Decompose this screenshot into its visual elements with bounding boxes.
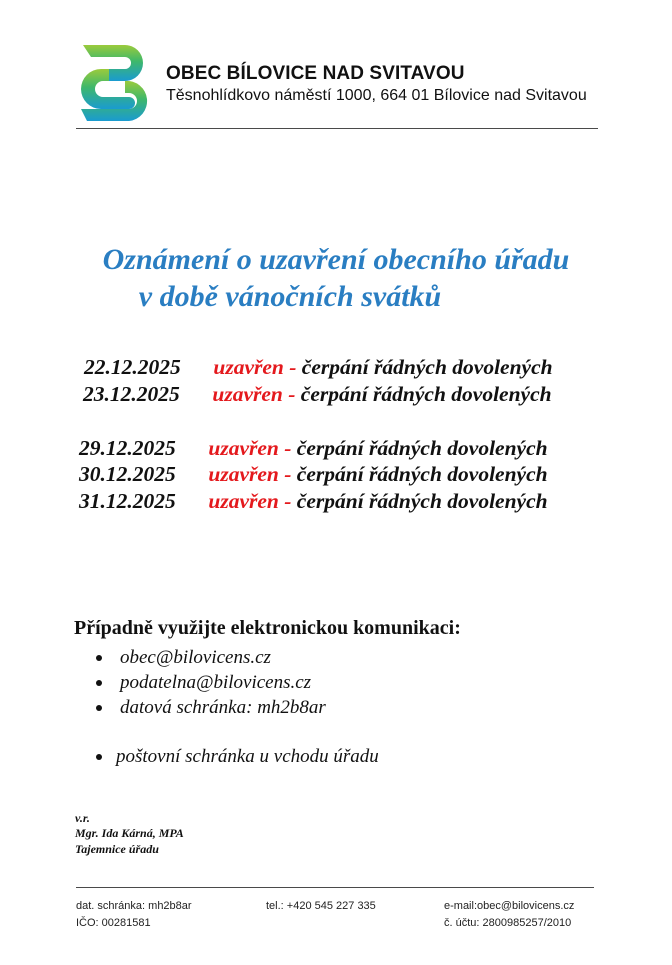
footer-divider <box>76 887 594 888</box>
closure-status: uzavřen <box>208 489 279 513</box>
contact-item-postbox <box>96 744 379 769</box>
contact-podatelna-link[interactable]: podatelna@bilovicens.cz <box>120 672 312 693</box>
organization-name: OBEC BÍLOVICE NAD SVITAVOU <box>166 63 465 84</box>
contact-databox-text: datová schránka: mh2b8ar <box>120 697 326 718</box>
notice-title-line2: v době vánočních svátků <box>138 280 442 313</box>
closure-status: uzavřen <box>212 382 283 406</box>
notice-title-line1: Oznámení o uzavření obecního úřadu <box>102 243 570 276</box>
closure-row <box>79 462 548 487</box>
signature-name: Mgr. Ida Kárná, MPA <box>75 826 184 840</box>
contact-item-email[interactable] <box>96 645 326 670</box>
closure-row <box>83 382 552 407</box>
closure-date: 29.12.2025 <box>79 436 176 460</box>
bullet-icon <box>96 705 102 711</box>
contact-email-link[interactable]: obec@bilovicens.cz <box>120 647 271 668</box>
header-divider <box>76 128 598 129</box>
closure-reason: čerpání řádných dovolených <box>300 382 552 406</box>
contact-item-databox <box>96 695 326 720</box>
bullet-icon <box>96 655 102 661</box>
closure-separator: - <box>288 382 296 406</box>
closure-separator: - <box>284 462 292 486</box>
organization-address: Těsnohlídkovo náměstí 1000, 664 01 Bílovice nad Svitavou <box>166 87 587 104</box>
closure-separator: - <box>289 355 297 379</box>
municipality-logo-icon <box>79 43 153 123</box>
closure-date: 23.12.2025 <box>83 382 180 406</box>
closure-reason: čerpání řádných dovolených <box>301 355 553 379</box>
closure-separator: - <box>284 489 292 513</box>
closure-separator: - <box>284 436 292 460</box>
closure-status: uzavřen <box>213 355 284 379</box>
bullet-icon <box>96 680 102 686</box>
footer-ico: IČO: 00281581 <box>76 917 151 929</box>
closure-status: uzavřen <box>208 436 279 460</box>
signature-vr: v.r. <box>75 811 90 825</box>
footer-email[interactable]: e-mail:obec@bilovicens.cz <box>444 900 575 912</box>
signature-role: Tajemnice úřadu <box>75 842 159 856</box>
closure-reason: čerpání řádných dovolených <box>296 489 548 513</box>
closure-date: 30.12.2025 <box>79 462 176 486</box>
closure-status: uzavřen <box>208 462 279 486</box>
contact-heading: Případně využijte elektronickou komunikaci: <box>74 617 461 639</box>
contact-list <box>96 645 326 720</box>
postbox-text: poštovní schránka u vchodu úřadu <box>116 746 379 767</box>
closure-reason: čerpání řádných dovolených <box>296 436 548 460</box>
closure-date: 22.12.2025 <box>84 355 181 379</box>
footer-databox: dat. schránka: mh2b8ar <box>76 900 192 912</box>
footer-bank-account: č. účtu: 2800985257/2010 <box>444 917 572 929</box>
closure-row <box>84 355 553 380</box>
bullet-icon <box>96 754 102 760</box>
footer-phone: tel.: +420 545 227 335 <box>266 900 376 912</box>
closure-row <box>79 489 548 514</box>
contact-item-podatelna[interactable] <box>96 670 326 695</box>
closure-reason: čerpání řádných dovolených <box>296 462 548 486</box>
closure-row <box>79 436 548 461</box>
closure-date: 31.12.2025 <box>79 489 176 513</box>
